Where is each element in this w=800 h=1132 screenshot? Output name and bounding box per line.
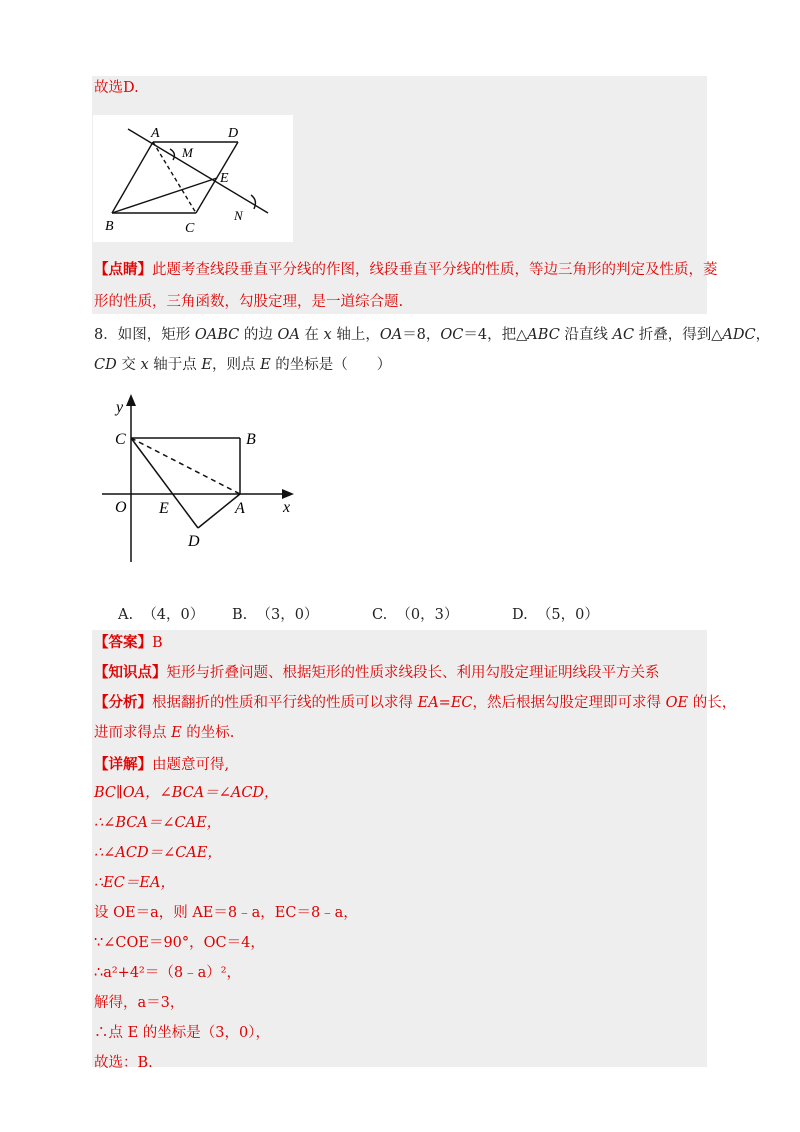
a-text: 的长，: [688, 695, 737, 711]
q-var: ABC: [527, 327, 560, 343]
a-var: E: [171, 725, 182, 741]
edge-da: [198, 494, 240, 528]
step-5: 设 OE＝a，则 AE＝8﹣a，EC＝8﹣a，: [94, 905, 358, 921]
q-var: OA: [277, 327, 300, 343]
q-text: ，: [755, 327, 771, 343]
q-var: x: [323, 327, 332, 343]
segment-be: [112, 178, 217, 213]
choice-value: （5，0）: [536, 607, 599, 623]
q-text: ＝8，: [402, 327, 441, 343]
figure-rhombus-svg: [93, 115, 293, 242]
q-text: 轴于点: [148, 357, 202, 373]
question-line-1: [94, 325, 770, 345]
step-1: BC∥OA，∠BCA＝∠ACD，: [94, 785, 279, 801]
q-var: CD: [94, 357, 117, 373]
label-o: O: [115, 499, 127, 516]
q-text: 在: [299, 327, 324, 343]
q-text: ＝4，把△: [463, 327, 528, 343]
a-text: 根据翻折的性质和平行线的性质可以求得: [152, 695, 418, 711]
q-text: 如图，矩形: [117, 327, 195, 343]
choice-value: （3，0）: [256, 607, 319, 623]
label-n: N: [234, 208, 243, 223]
q-var: E: [260, 357, 271, 373]
answer-line: [94, 633, 163, 653]
question-number: 8．: [94, 327, 118, 343]
a-text: ，然后根据勾股定理即可求得: [472, 695, 666, 711]
comment-text-1: 此题考查线段垂直平分线的作图，线段垂直平分线的性质，等边三角形的判定及性质，菱: [152, 262, 718, 278]
q-var: OABC: [194, 327, 240, 343]
label-a: A: [151, 126, 160, 141]
q-text: 交: [116, 357, 141, 373]
q-var: E: [201, 357, 212, 373]
label-c: C: [115, 431, 126, 448]
q-text: 折叠，得到△: [634, 327, 723, 343]
label-d: D: [188, 533, 200, 550]
label-e: E: [220, 171, 229, 186]
choice-b[interactable]: [232, 603, 318, 624]
step-2: ∴∠BCA＝∠CAE，: [94, 815, 222, 831]
label-m: M: [182, 145, 193, 160]
choice-a[interactable]: [118, 603, 204, 624]
step-8: 解得，a＝3，: [94, 995, 185, 1011]
label-y: y: [116, 399, 124, 416]
choice-c[interactable]: [372, 603, 458, 624]
answer-tag: 【答案】: [94, 634, 152, 651]
a-var: EA=EC: [417, 695, 473, 711]
knowledge-line: [94, 663, 660, 683]
step-10: 故选：B.: [94, 1055, 153, 1071]
step-4: ∴EC＝EA，: [94, 875, 175, 891]
q-text: 的边: [239, 327, 278, 343]
label-b: B: [105, 219, 114, 234]
q-var: AC: [612, 327, 635, 343]
q-text: 沿直线: [559, 327, 613, 343]
figure-fold-svg: [100, 392, 310, 567]
a-text: 进而求得点: [94, 725, 172, 741]
figure-rhombus: [93, 115, 293, 242]
q-var: ADC: [722, 327, 756, 343]
a-var: OE: [665, 695, 689, 711]
step-3: ∴∠ACD＝∠CAE，: [94, 845, 222, 861]
q-var: OC: [440, 327, 464, 343]
choice-letter: D.: [512, 607, 528, 623]
choice-value: （4，0）: [142, 607, 205, 623]
step-9: ∴点 E 的坐标是（3，0），: [94, 1025, 271, 1041]
knowledge-tag: 【知识点】: [94, 664, 167, 681]
x-arrow: [282, 489, 294, 499]
choice-letter: A.: [118, 607, 134, 623]
figure-fold: [100, 392, 310, 567]
question-line-2: [94, 355, 391, 375]
q-text: 轴上，: [331, 327, 380, 343]
step-6: ∵∠COE＝90°，OC＝4，: [94, 935, 265, 951]
detail-tag: 【详解】: [94, 756, 152, 773]
knowledge-text: 矩形与折叠问题、根据矩形的性质求线段长、利用勾股定理证明线段平方关系: [166, 665, 660, 681]
label-d: D: [228, 126, 239, 141]
choice-d[interactable]: [512, 603, 599, 624]
q-var: x: [140, 357, 149, 373]
q-text: 的坐标是（ ）: [270, 357, 392, 373]
detail-line: [94, 755, 229, 775]
label-e: E: [159, 500, 169, 517]
analysis-line-2: [94, 723, 234, 743]
comment-line-2: 形的性质，三角函数，勾股定理，是一道综合题.: [94, 294, 404, 310]
analysis-tag: 【分析】: [94, 694, 152, 711]
label-b: B: [246, 431, 256, 448]
arc-n: [251, 195, 255, 209]
q-var: OA: [379, 327, 403, 343]
choice-letter: B.: [232, 607, 248, 623]
step-7: ∴a²+4²＝（8﹣a）²，: [94, 965, 242, 981]
label-a: A: [235, 500, 245, 517]
q-text: ，则点: [211, 357, 261, 373]
comment-tag: 【点睛】: [94, 261, 152, 278]
answer-value: B: [152, 635, 163, 651]
choice-value: （0，3）: [396, 607, 459, 623]
edge-ab: [112, 142, 153, 213]
label-x: x: [283, 499, 291, 516]
detail-intro: 由题意可得,: [152, 757, 230, 773]
y-arrow: [126, 394, 136, 406]
a-text: 的坐标.: [181, 725, 235, 741]
label-c: C: [185, 221, 195, 236]
analysis-line-1: [94, 693, 736, 713]
choice-letter: C.: [372, 607, 388, 623]
prev-result: 故选D.: [94, 80, 139, 96]
fold-line-ac: [131, 438, 240, 494]
edge-cd: [196, 142, 238, 213]
comment-line-1: [94, 260, 718, 280]
